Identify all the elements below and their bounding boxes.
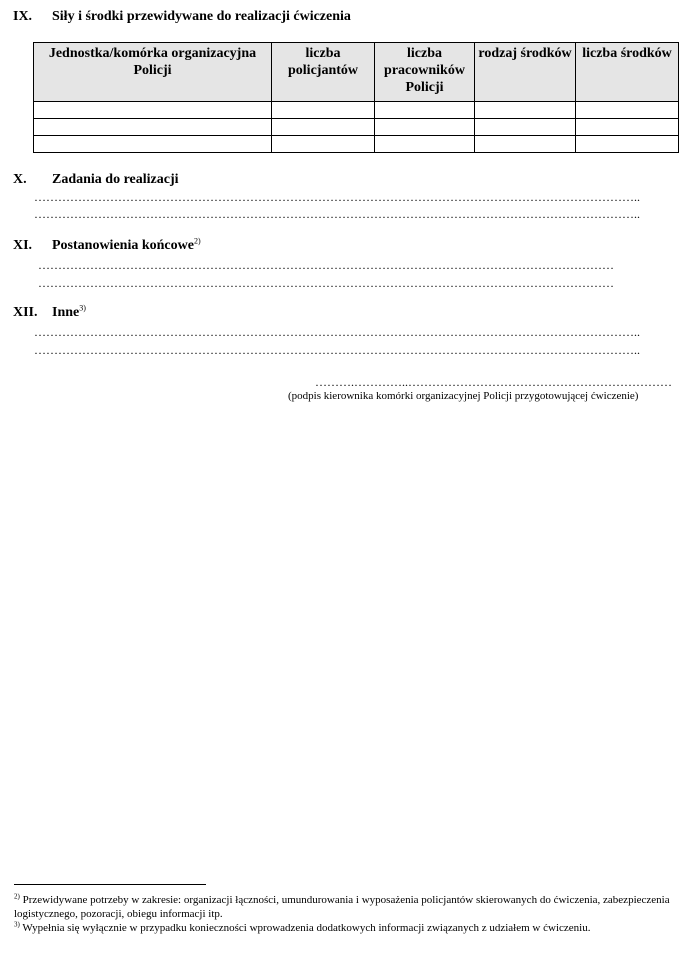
table-cell[interactable] xyxy=(272,119,375,136)
section-xii-number: XII. xyxy=(13,305,38,320)
header-officers-count: liczba policjantów xyxy=(272,43,375,102)
dotted-fill-line[interactable]: …………………………………………………………………………………………………………………………………….. xyxy=(34,325,640,339)
table-row xyxy=(34,102,679,119)
table-cell[interactable] xyxy=(475,119,576,136)
section-x-title: Zadania do realizacji xyxy=(52,172,179,187)
table-cell[interactable] xyxy=(272,136,375,153)
table-cell[interactable] xyxy=(475,136,576,153)
footnote-ref-3: 3) xyxy=(79,303,86,313)
footnote-2-ref: 2) xyxy=(14,892,20,901)
dotted-fill-line[interactable]: …………………………………………………………………………………………………………………………………….. xyxy=(34,207,640,221)
table-cell[interactable] xyxy=(576,136,679,153)
footnote-2-text: Przewidywane potrzeby w zakresie: organizacji łączności, umundurowania i wyposażenia policjantów skierowanych do ćwiczenia, zabezpieczenia logistycznego, pozoracji, obiegu informacji itp. xyxy=(14,894,670,920)
footnote-3 xyxy=(14,921,676,935)
table-cell[interactable] xyxy=(375,119,475,136)
dotted-fill-line[interactable]: ……………………………………………………………………………………………………………………………… xyxy=(38,258,614,272)
footnote-divider xyxy=(14,884,206,885)
forces-table xyxy=(33,42,679,153)
dotted-fill-line[interactable]: …………………………………………………………………………………………………………………………………….. xyxy=(34,343,640,357)
table-header-row xyxy=(34,43,679,102)
section-ix-title: Siły i środki przewidywane do realizacji ćwiczenia xyxy=(52,9,351,24)
footnote-3-text: Wypełnia się wyłącznie w przypadku konieczności wprowadzenia dodatkowych informacji związanych z udziałem w ćwiczeniu. xyxy=(22,922,591,934)
table-cell[interactable] xyxy=(475,102,576,119)
dotted-fill-line[interactable]: ……………………………………………………………………………………………………………………………… xyxy=(38,276,614,290)
footnote-2 xyxy=(14,893,676,921)
section-xi-title xyxy=(52,238,201,254)
table-cell[interactable] xyxy=(375,102,475,119)
table-cell[interactable] xyxy=(576,102,679,119)
footnote-ref-2: 2) xyxy=(193,236,201,246)
table-cell[interactable] xyxy=(34,119,272,136)
footnote-3-ref: 3) xyxy=(14,920,20,929)
table-cell[interactable] xyxy=(375,136,475,153)
signature-caption: (podpis kierownika komórki organizacyjnej Policji przygotowującej ćwiczenie) xyxy=(288,390,639,402)
table-cell[interactable] xyxy=(272,102,375,119)
header-resource-type: rodzaj środków xyxy=(475,43,576,102)
table-row xyxy=(34,119,679,136)
header-employees-count: liczba pracowników Policji xyxy=(375,43,475,102)
section-ix-number: IX. xyxy=(13,9,33,24)
table-row xyxy=(34,136,679,153)
section-x-number: X. xyxy=(13,172,27,187)
section-xii-title-text: Inne xyxy=(52,305,80,320)
section-xii-title xyxy=(52,305,86,321)
header-unit: Jednostka/komórka organizacyjna Policji xyxy=(34,43,272,102)
section-xi-number: XI. xyxy=(13,238,33,253)
table-cell[interactable] xyxy=(34,136,272,153)
section-xi-title-text: Postanowienia końcowe xyxy=(52,238,194,253)
table-cell[interactable] xyxy=(576,119,679,136)
header-resource-count: liczba środków xyxy=(576,43,679,102)
dotted-fill-line[interactable]: …………………………………………………………………………………………………………………………………….. xyxy=(34,190,640,204)
table-cell[interactable] xyxy=(34,102,272,119)
signature-line[interactable]: ……….…………..………………………………………………………… xyxy=(315,375,672,389)
